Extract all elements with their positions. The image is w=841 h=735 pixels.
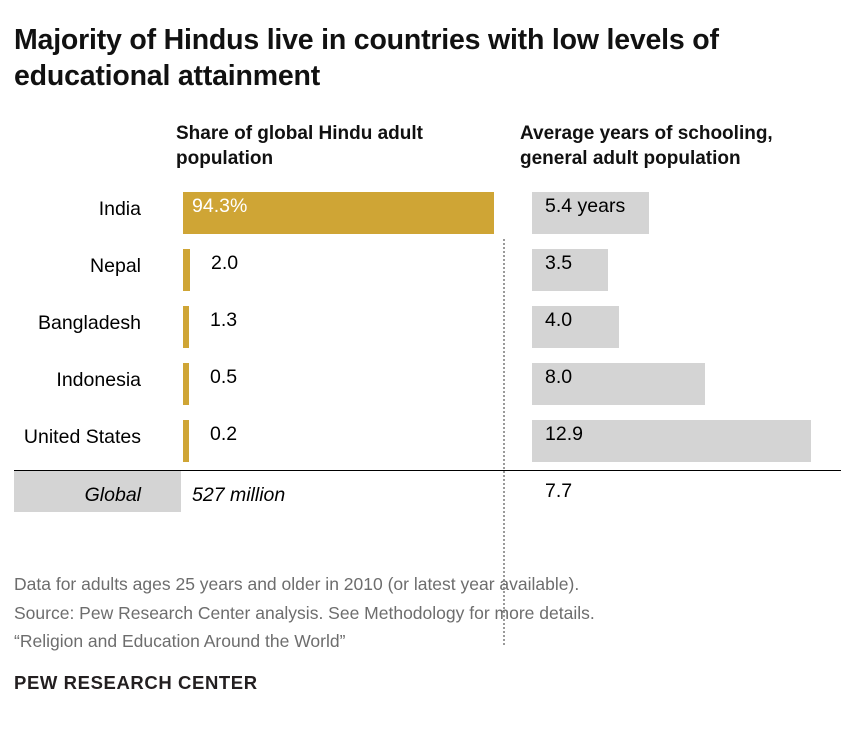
chart-rows	[14, 185, 813, 470]
share-value: 0.2	[210, 422, 238, 445]
global-row	[14, 470, 813, 526]
share-bar	[183, 249, 190, 291]
global-share-value: 527 million	[192, 483, 286, 506]
share-bar-wrap	[183, 249, 190, 291]
share-bar	[183, 363, 189, 405]
global-years-value: 7.7	[545, 479, 573, 502]
global-separator	[14, 470, 841, 471]
years-value: 4.0	[545, 308, 573, 331]
table-row	[14, 356, 813, 413]
note-line-3: “Religion and Education Around the World”	[14, 631, 346, 652]
table-row	[14, 242, 813, 299]
table-row	[14, 185, 813, 242]
global-label: Global	[84, 483, 141, 506]
source-footer: PEW RESEARCH CENTER	[14, 672, 258, 693]
row-label: Nepal	[90, 254, 141, 277]
share-value: 94.3%	[192, 194, 248, 217]
row-label: Bangladesh	[37, 311, 141, 334]
row-label: India	[98, 197, 141, 220]
share-bar-wrap	[183, 363, 189, 405]
chart-area	[14, 121, 813, 526]
column-headers	[14, 121, 813, 183]
share-bar	[183, 420, 189, 462]
table-row	[14, 413, 813, 470]
column-header-share: Share of global Hindu adult population	[176, 122, 423, 170]
years-value: 5.4 years	[545, 194, 626, 217]
row-label: Indonesia	[56, 368, 141, 391]
years-value: 8.0	[545, 365, 573, 388]
share-bar	[183, 306, 189, 348]
share-bar-wrap	[183, 306, 189, 348]
years-value: 3.5	[545, 251, 573, 274]
share-value: 0.5	[210, 365, 238, 388]
note-line-2: Source: Pew Research Center analysis. See Methodology for more details.	[14, 602, 595, 623]
share-bar-wrap	[183, 420, 189, 462]
chart-notes	[14, 570, 804, 656]
page-title: Majority of Hindus live in countries with low levels of educational attainment	[14, 24, 719, 93]
note-line-1: Data for adults ages 25 years and older in 2010 (or latest year available).	[14, 574, 580, 594]
years-value: 12.9	[545, 422, 583, 445]
column-header-schooling: Average years of schooling, general adult population	[520, 122, 773, 170]
share-value: 1.3	[210, 308, 238, 331]
table-row	[14, 299, 813, 356]
row-label: United States	[23, 425, 141, 448]
share-value: 2.0	[211, 251, 239, 274]
